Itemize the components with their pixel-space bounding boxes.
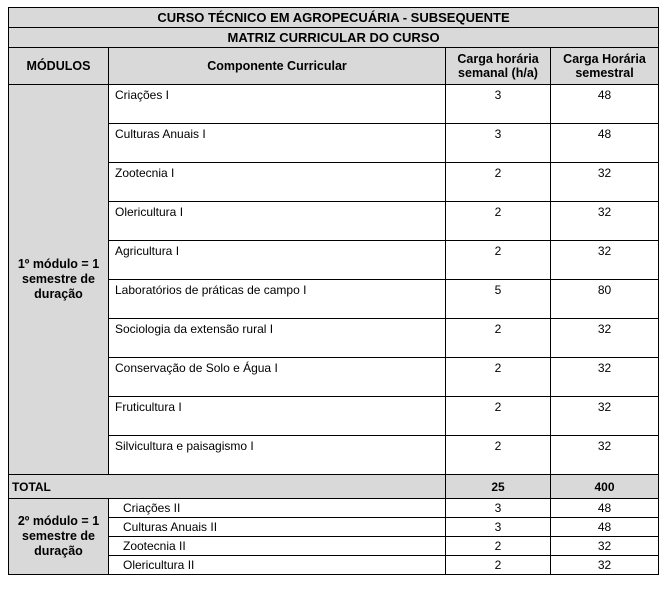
component-cell: Sociologia da extensão rural I: [109, 319, 446, 358]
carga-semanal-cell: 2: [446, 163, 551, 202]
component-cell: Fruticultura I: [109, 397, 446, 436]
header-componente: Componente Curricular: [109, 48, 446, 85]
total-semanal: 25: [446, 475, 551, 499]
carga-semestral-cell: 48: [551, 124, 659, 163]
carga-semanal-cell: 3: [446, 124, 551, 163]
total-label: TOTAL: [9, 475, 446, 499]
carga-semestral-cell: 48: [551, 85, 659, 124]
carga-semestral-cell: 32: [551, 556, 659, 575]
component-cell: Culturas Anuais II: [109, 518, 446, 537]
carga-semestral-cell: 48: [551, 518, 659, 537]
carga-semanal-cell: 3: [446, 499, 551, 518]
total-row: [9, 475, 659, 499]
header-carga-semanal: Carga horária semanal (h/a): [446, 48, 551, 85]
carga-semanal-cell: 2: [446, 436, 551, 475]
module1-section: [9, 85, 659, 475]
carga-semestral-cell: 48: [551, 499, 659, 518]
component-cell: Criações II: [109, 499, 446, 518]
component-cell: Olericultura I: [109, 202, 446, 241]
carga-semestral-cell: 32: [551, 241, 659, 280]
carga-semanal-cell: 2: [446, 537, 551, 556]
carga-semestral-cell: 32: [551, 319, 659, 358]
carga-semanal-cell: 2: [446, 241, 551, 280]
carga-semanal-cell: 5: [446, 280, 551, 319]
table-row: [9, 499, 659, 518]
carga-semanal-cell: 2: [446, 397, 551, 436]
matrix-title: MATRIZ CURRICULAR DO CURSO: [9, 28, 659, 48]
carga-semestral-cell: 32: [551, 436, 659, 475]
carga-semestral-cell: 32: [551, 202, 659, 241]
module-label: 1º módulo = 1 semestre de duração: [9, 85, 109, 475]
carga-semanal-cell: 3: [446, 85, 551, 124]
component-cell: Conservação de Solo e Água I: [109, 358, 446, 397]
component-cell: Laboratórios de práticas de campo I: [109, 280, 446, 319]
total-semestral: 400: [551, 475, 659, 499]
carga-semanal-cell: 2: [446, 202, 551, 241]
component-cell: Criações I: [109, 85, 446, 124]
table-row: [9, 85, 659, 124]
carga-semanal-cell: 2: [446, 358, 551, 397]
component-cell: Agricultura I: [109, 241, 446, 280]
curriculum-document: [8, 7, 659, 575]
carga-semanal-cell: 2: [446, 556, 551, 575]
carga-semanal-cell: 3: [446, 518, 551, 537]
component-cell: Olericultura II: [109, 556, 446, 575]
component-cell: Zootecnia II: [109, 537, 446, 556]
module-label: 2º módulo = 1 semestre de duração: [9, 499, 109, 575]
header-row: [9, 48, 659, 85]
carga-semestral-cell: 80: [551, 280, 659, 319]
module2-section: [9, 499, 659, 575]
component-cell: Silvicultura e paisagismo I: [109, 436, 446, 475]
course-title: CURSO TÉCNICO EM AGROPECUÁRIA - SUBSEQUENTE: [9, 8, 659, 28]
header-carga-semestral: Carga Horária semestral: [551, 48, 659, 85]
carga-semestral-cell: 32: [551, 397, 659, 436]
component-cell: Culturas Anuais I: [109, 124, 446, 163]
curriculum-table: [8, 7, 659, 575]
component-cell: Zootecnia I: [109, 163, 446, 202]
carga-semanal-cell: 2: [446, 319, 551, 358]
carga-semestral-cell: 32: [551, 537, 659, 556]
carga-semestral-cell: 32: [551, 358, 659, 397]
carga-semestral-cell: 32: [551, 163, 659, 202]
header-modulos: MÓDULOS: [9, 48, 109, 85]
